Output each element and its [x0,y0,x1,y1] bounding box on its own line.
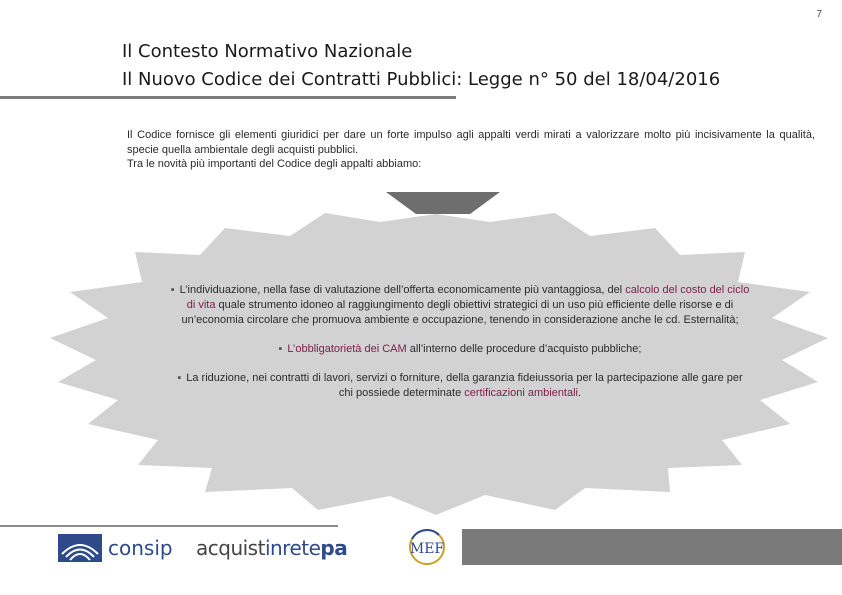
footer-divider [0,525,338,527]
bullet-item-guarantee: ▪ La riduzione, nei contratti di lavori, servizi o forniture, della garanzia fideiussoria per la partecipazione alle gare per chi possiede determinate certificazioni ambientali. [177,372,743,399]
acquistinretepa-logo: acquistinretepa [196,536,348,560]
highlight-text: calcolo del costo del ciclo di vita [186,284,750,311]
down-arrow-shape [386,192,500,214]
bullet-item-cam: ▪ L’obbligatorietà dei CAM all’interno delle procedure d’acquisto pubbliche; [278,343,642,355]
mef-logo-icon [403,527,451,567]
consip-logo-icon [58,534,102,562]
bullet-marker: ▪ [177,372,182,384]
highlight-text: certificazioni ambientali [464,387,578,399]
intro-paragraph-2: Tra le novità più importanti del Codice degli appalti abbiamo: [127,158,422,170]
footer-grey-bar [462,529,842,565]
bullet-marker: ▪ [170,284,175,296]
intro-paragraph-1: Il Codice fornisce gli elementi giuridici per dare un forte impulso agli appalti verdi mirati a valorizzare molto più incisivamente la qualità, specie quella ambientale degli acquisti pubblici. [127,129,815,156]
highlight-text: L’obbligatorietà dei CAM [287,343,407,355]
mef-logo-text: MEF [409,541,445,557]
consip-logo-text: consip [108,536,173,560]
bullet-list [170,283,750,415]
page-number: 7 [816,9,822,20]
bullet-item-lifecycle-cost: ▪ L’individuazione, nella fase di valutazione dell’offerta economicamente più vantaggiosa, del calcolo del costo del ciclo di vita quale strumento idoneo al raggiungimento degli obiettivi strategici di un uso più efficiente delle risorse e di un’economia circolare che promuova ambiente e occupazione, tenendo in considerazione anche le cd. Esternalità; [170,284,750,326]
bullet-marker: ▪ [278,343,283,355]
title-line-1: Il Contesto Normativo Nazionale [122,41,413,62]
title-line-2: Il Nuovo Codice dei Contratti Pubblici: Legge n° 50 del 18/04/2016 [122,69,721,90]
